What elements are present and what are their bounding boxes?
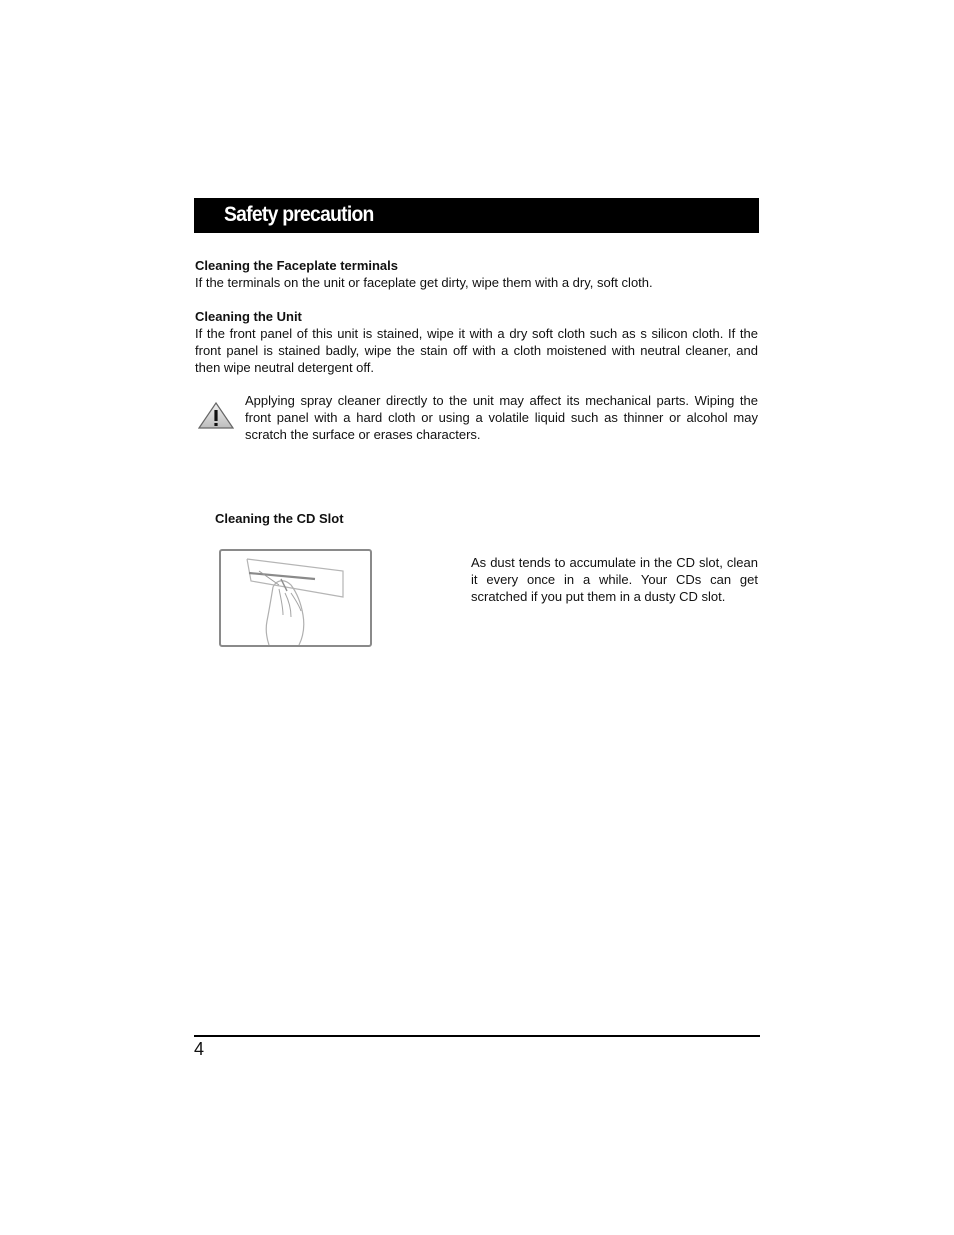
- cd-slot-cleaning-illustration: [219, 549, 372, 647]
- cd-slot-heading: Cleaning the CD Slot: [215, 511, 344, 526]
- section-faceplate-terminals: [195, 257, 758, 291]
- title-bar: [194, 198, 759, 233]
- cd-slot-text: As dust tends to accumulate in the CD slot, clean it every once in a while. Your CDs can get scratched if you put them in a dusty CD slot.: [471, 555, 758, 604]
- warning-triangle-icon: [198, 402, 234, 429]
- section-text: If the front panel of this unit is stained, wipe it with a dry soft cloth such as s silicon cloth. If the front panel is stained badly, wipe the stain off with a cloth moistened with neutral cleaner, and then wipe neutral detergent off.: [195, 326, 758, 375]
- warning-text: Applying spray cleaner directly to the unit may affect its mechanical parts. Wiping the front panel with a hard cloth or using a volatile liquid such as thinner or alcohol may scratch the surface or erases characters.: [245, 393, 758, 442]
- page-title: Safety precaution: [224, 203, 374, 226]
- section-heading: Cleaning the Unit: [195, 309, 302, 324]
- section-cleaning-unit: [195, 308, 758, 376]
- section-heading: Cleaning the Faceplate terminals: [195, 258, 399, 273]
- page-number: 4: [194, 1039, 205, 1059]
- section-text: If the terminals on the unit or faceplate get dirty, wipe them with a dry, soft cloth.: [195, 275, 653, 290]
- footer-divider: [194, 1035, 760, 1037]
